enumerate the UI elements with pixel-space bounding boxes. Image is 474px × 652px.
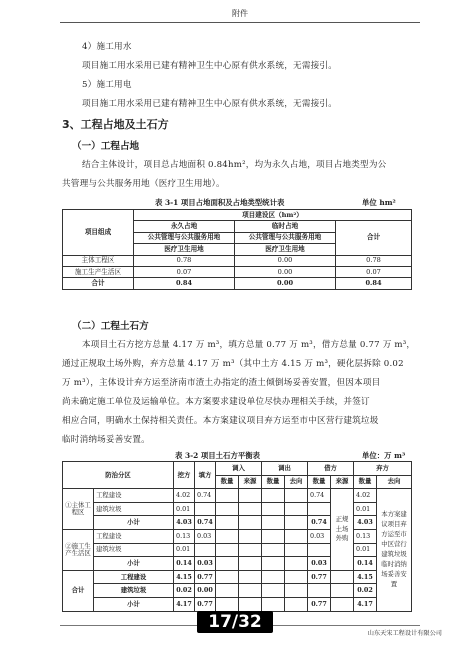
land-cell: 0.84 bbox=[134, 278, 235, 289]
ew-h-dest: 去向 bbox=[377, 475, 412, 489]
earth-line-5: 相应合同，明确水土保持相关责任。本方案建议项目弃方运至市中区营行建筑垃圾 bbox=[62, 416, 379, 426]
ew-h-waste: 弃方 bbox=[354, 462, 412, 476]
ew-cell: 0.13 bbox=[354, 529, 377, 543]
ew-h-src: 来源 bbox=[331, 475, 354, 489]
land-cell: 0.78 bbox=[134, 255, 235, 266]
ew-cell: 0.77 bbox=[308, 570, 331, 584]
table1-caption: 表 3-1 项目占地面积及占地类型统计表 bbox=[155, 198, 285, 207]
table2-unit: 单位：万 m³ bbox=[362, 451, 406, 460]
ew-zone-total: 合计 bbox=[63, 570, 94, 611]
table-row bbox=[63, 584, 412, 598]
ew-cell: 0.01 bbox=[354, 502, 377, 516]
ew-cell: 0.77 bbox=[308, 597, 331, 611]
ew-waste-destination: 本方案建议项目弃方运至市中区营行建筑垃圾临时消纳场妥善安置 bbox=[377, 489, 412, 611]
ew-kind: 工程建设 bbox=[94, 489, 174, 503]
land-h-group: 项目组成 bbox=[63, 210, 134, 256]
ew-h-dest: 去向 bbox=[285, 475, 308, 489]
ew-cell: 0.02 bbox=[354, 584, 377, 598]
ew-h-cut: 挖方 bbox=[174, 462, 195, 489]
ew-cell: 0.01 bbox=[174, 543, 195, 557]
table-row bbox=[63, 255, 412, 266]
land-cell: 合计 bbox=[63, 278, 134, 289]
table1-unit: 单位 hm² bbox=[362, 198, 396, 207]
ew-kind: 工程建设 bbox=[94, 529, 174, 543]
ew-cell: 0.03 bbox=[195, 529, 216, 543]
ew-h-zone: 防治分区 bbox=[63, 462, 174, 489]
table-row bbox=[63, 516, 412, 530]
land-cell: 0.07 bbox=[134, 266, 235, 277]
table-row bbox=[63, 529, 412, 543]
ew-cell: 4.17 bbox=[354, 597, 377, 611]
earth-line-2: 通过正规取土场外购，弃方总量 4.17 万 m³（其中土方 4.15 万 m³，硬化层拆除 0.02 bbox=[62, 359, 404, 369]
ew-cell: 4.17 bbox=[174, 597, 195, 611]
sec4-title: 4）施工用水 bbox=[82, 42, 132, 52]
ew-kind: 小计 bbox=[94, 516, 174, 530]
ew-h-qty: 数量 bbox=[354, 475, 377, 489]
land-line-1: 结合主体设计，项目总占地面积 0.84hm²，均为永久占地，项目占地类型为公 bbox=[82, 160, 387, 170]
ew-cell: 0.77 bbox=[195, 597, 216, 611]
ew-cell: 0.14 bbox=[174, 557, 195, 571]
ew-kind: 工程建设 bbox=[94, 570, 174, 584]
land-line-2: 共管理与公共服务用地（医疗卫生用地）。 bbox=[62, 179, 225, 189]
ew-cell: 0.13 bbox=[174, 529, 195, 543]
land-h-total: 合计 bbox=[336, 221, 412, 255]
land-cell: 0.78 bbox=[336, 255, 412, 266]
earth-line-6: 临时消纳场妥善安置。 bbox=[62, 435, 150, 445]
ew-h-qty: 数量 bbox=[308, 475, 331, 489]
land-h-type2: 公共管理与公共服务用地 bbox=[235, 232, 336, 243]
ew-h-qty: 数量 bbox=[262, 475, 285, 489]
land-cell: 施工生产生活区 bbox=[63, 266, 134, 277]
ew-cell: 4.02 bbox=[354, 489, 377, 503]
earth-line-4: 尚未确定施工单位及运输单位。本方案要求建设单位尽快办理相关手续，并签订 bbox=[62, 397, 370, 407]
table-row bbox=[63, 278, 412, 289]
land-h-temp: 临时占地 bbox=[235, 221, 336, 232]
ew-cell: 0.00 bbox=[195, 584, 216, 598]
sec5-title: 5）施工用电 bbox=[82, 80, 132, 90]
sec4-text: 项目施工用水采用已建有精神卫生中心原有供水系统，无需接引。 bbox=[82, 61, 338, 71]
table-row bbox=[63, 557, 412, 571]
land-h-sub1: 医疗卫生用地 bbox=[134, 244, 235, 255]
ew-cell: 0.74 bbox=[308, 489, 331, 503]
ew-h-src: 来源 bbox=[239, 475, 262, 489]
subsection-earthwork: （二）工程土石方 bbox=[72, 321, 149, 332]
ew-zone-1: ①主体工程区 bbox=[63, 489, 94, 530]
section-heading: 3、工程占地及土石方 bbox=[62, 118, 169, 131]
ew-cell: 0.03 bbox=[308, 557, 331, 571]
ew-kind: 建筑垃圾 bbox=[94, 584, 174, 598]
land-cell: 0.84 bbox=[336, 278, 412, 289]
ew-h-out: 调出 bbox=[262, 462, 308, 476]
ew-cell: 4.03 bbox=[174, 516, 195, 530]
land-cell: 0.07 bbox=[336, 266, 412, 277]
table-row bbox=[63, 570, 412, 584]
page-header: 附件 bbox=[60, 8, 420, 23]
earth-line-3: 万 m³），主体设计弃方运至济南市渣土办指定的渣土倾倒场妥善安置，但因本项目 bbox=[62, 378, 381, 388]
table-row bbox=[63, 489, 412, 503]
ew-cell: 0.01 bbox=[354, 543, 377, 557]
ew-cell: 0.03 bbox=[308, 529, 331, 543]
land-h-area: 项目建设区（hm²） bbox=[134, 210, 412, 221]
land-h-perm: 永久占地 bbox=[134, 221, 235, 232]
ew-cell: 4.02 bbox=[174, 489, 195, 503]
table-row bbox=[63, 543, 412, 557]
sec5-text: 项目施工用水采用已建有精神卫生中心原有供水系统，无需接引。 bbox=[82, 99, 338, 109]
ew-cell: 4.15 bbox=[174, 570, 195, 584]
subsection-land: （一）工程占地 bbox=[72, 141, 140, 152]
earth-line-1: 本项目土石方挖方总量 4.17 万 m³，填方总量 0.77 万 m³，借方总量 0.77 万 m³， bbox=[82, 340, 416, 350]
ew-cell: 0.01 bbox=[174, 502, 195, 516]
ew-h-in: 调入 bbox=[216, 462, 262, 476]
land-h-sub2: 医疗卫生用地 bbox=[235, 244, 336, 255]
ew-cell: 0.14 bbox=[354, 557, 377, 571]
ew-kind: 小计 bbox=[94, 557, 174, 571]
ew-cell: 4.03 bbox=[354, 516, 377, 530]
table-row bbox=[63, 502, 412, 516]
ew-h-qty: 数量 bbox=[216, 475, 239, 489]
land-cell: 0.00 bbox=[235, 278, 336, 289]
ew-cell: 0.74 bbox=[195, 489, 216, 503]
table-row bbox=[63, 597, 412, 611]
table-row bbox=[63, 266, 412, 277]
ew-cell: 0.74 bbox=[195, 516, 216, 530]
table2-caption: 表 3-2 项目土石方平衡表 bbox=[175, 451, 261, 460]
ew-h-fill: 填方 bbox=[195, 462, 216, 489]
land-h-type1: 公共管理与公共服务用地 bbox=[134, 232, 235, 243]
footer-company: 山东天宋工程设计有限公司 bbox=[367, 630, 442, 637]
ew-cell: 4.15 bbox=[354, 570, 377, 584]
land-cell: 0.00 bbox=[235, 255, 336, 266]
land-cell: 主体工程区 bbox=[63, 255, 134, 266]
ew-cell: 0.03 bbox=[195, 557, 216, 571]
page-number: 17/32 bbox=[197, 611, 273, 633]
land-table bbox=[62, 209, 412, 290]
ew-kind: 建筑垃圾 bbox=[94, 502, 174, 516]
ew-borrow-source: 正规土场外购 bbox=[331, 489, 354, 571]
ew-kind: 建筑垃圾 bbox=[94, 543, 174, 557]
land-cell: 0.00 bbox=[235, 266, 336, 277]
ew-zone-2: ②施工生产生活区 bbox=[63, 529, 94, 570]
ew-h-borrow: 借方 bbox=[308, 462, 354, 476]
ew-cell: 0.77 bbox=[195, 570, 216, 584]
ew-cell: 0.02 bbox=[174, 584, 195, 598]
ew-cell: 0.74 bbox=[308, 516, 331, 530]
ew-kind: 小计 bbox=[94, 597, 174, 611]
earthwork-table bbox=[62, 461, 412, 612]
